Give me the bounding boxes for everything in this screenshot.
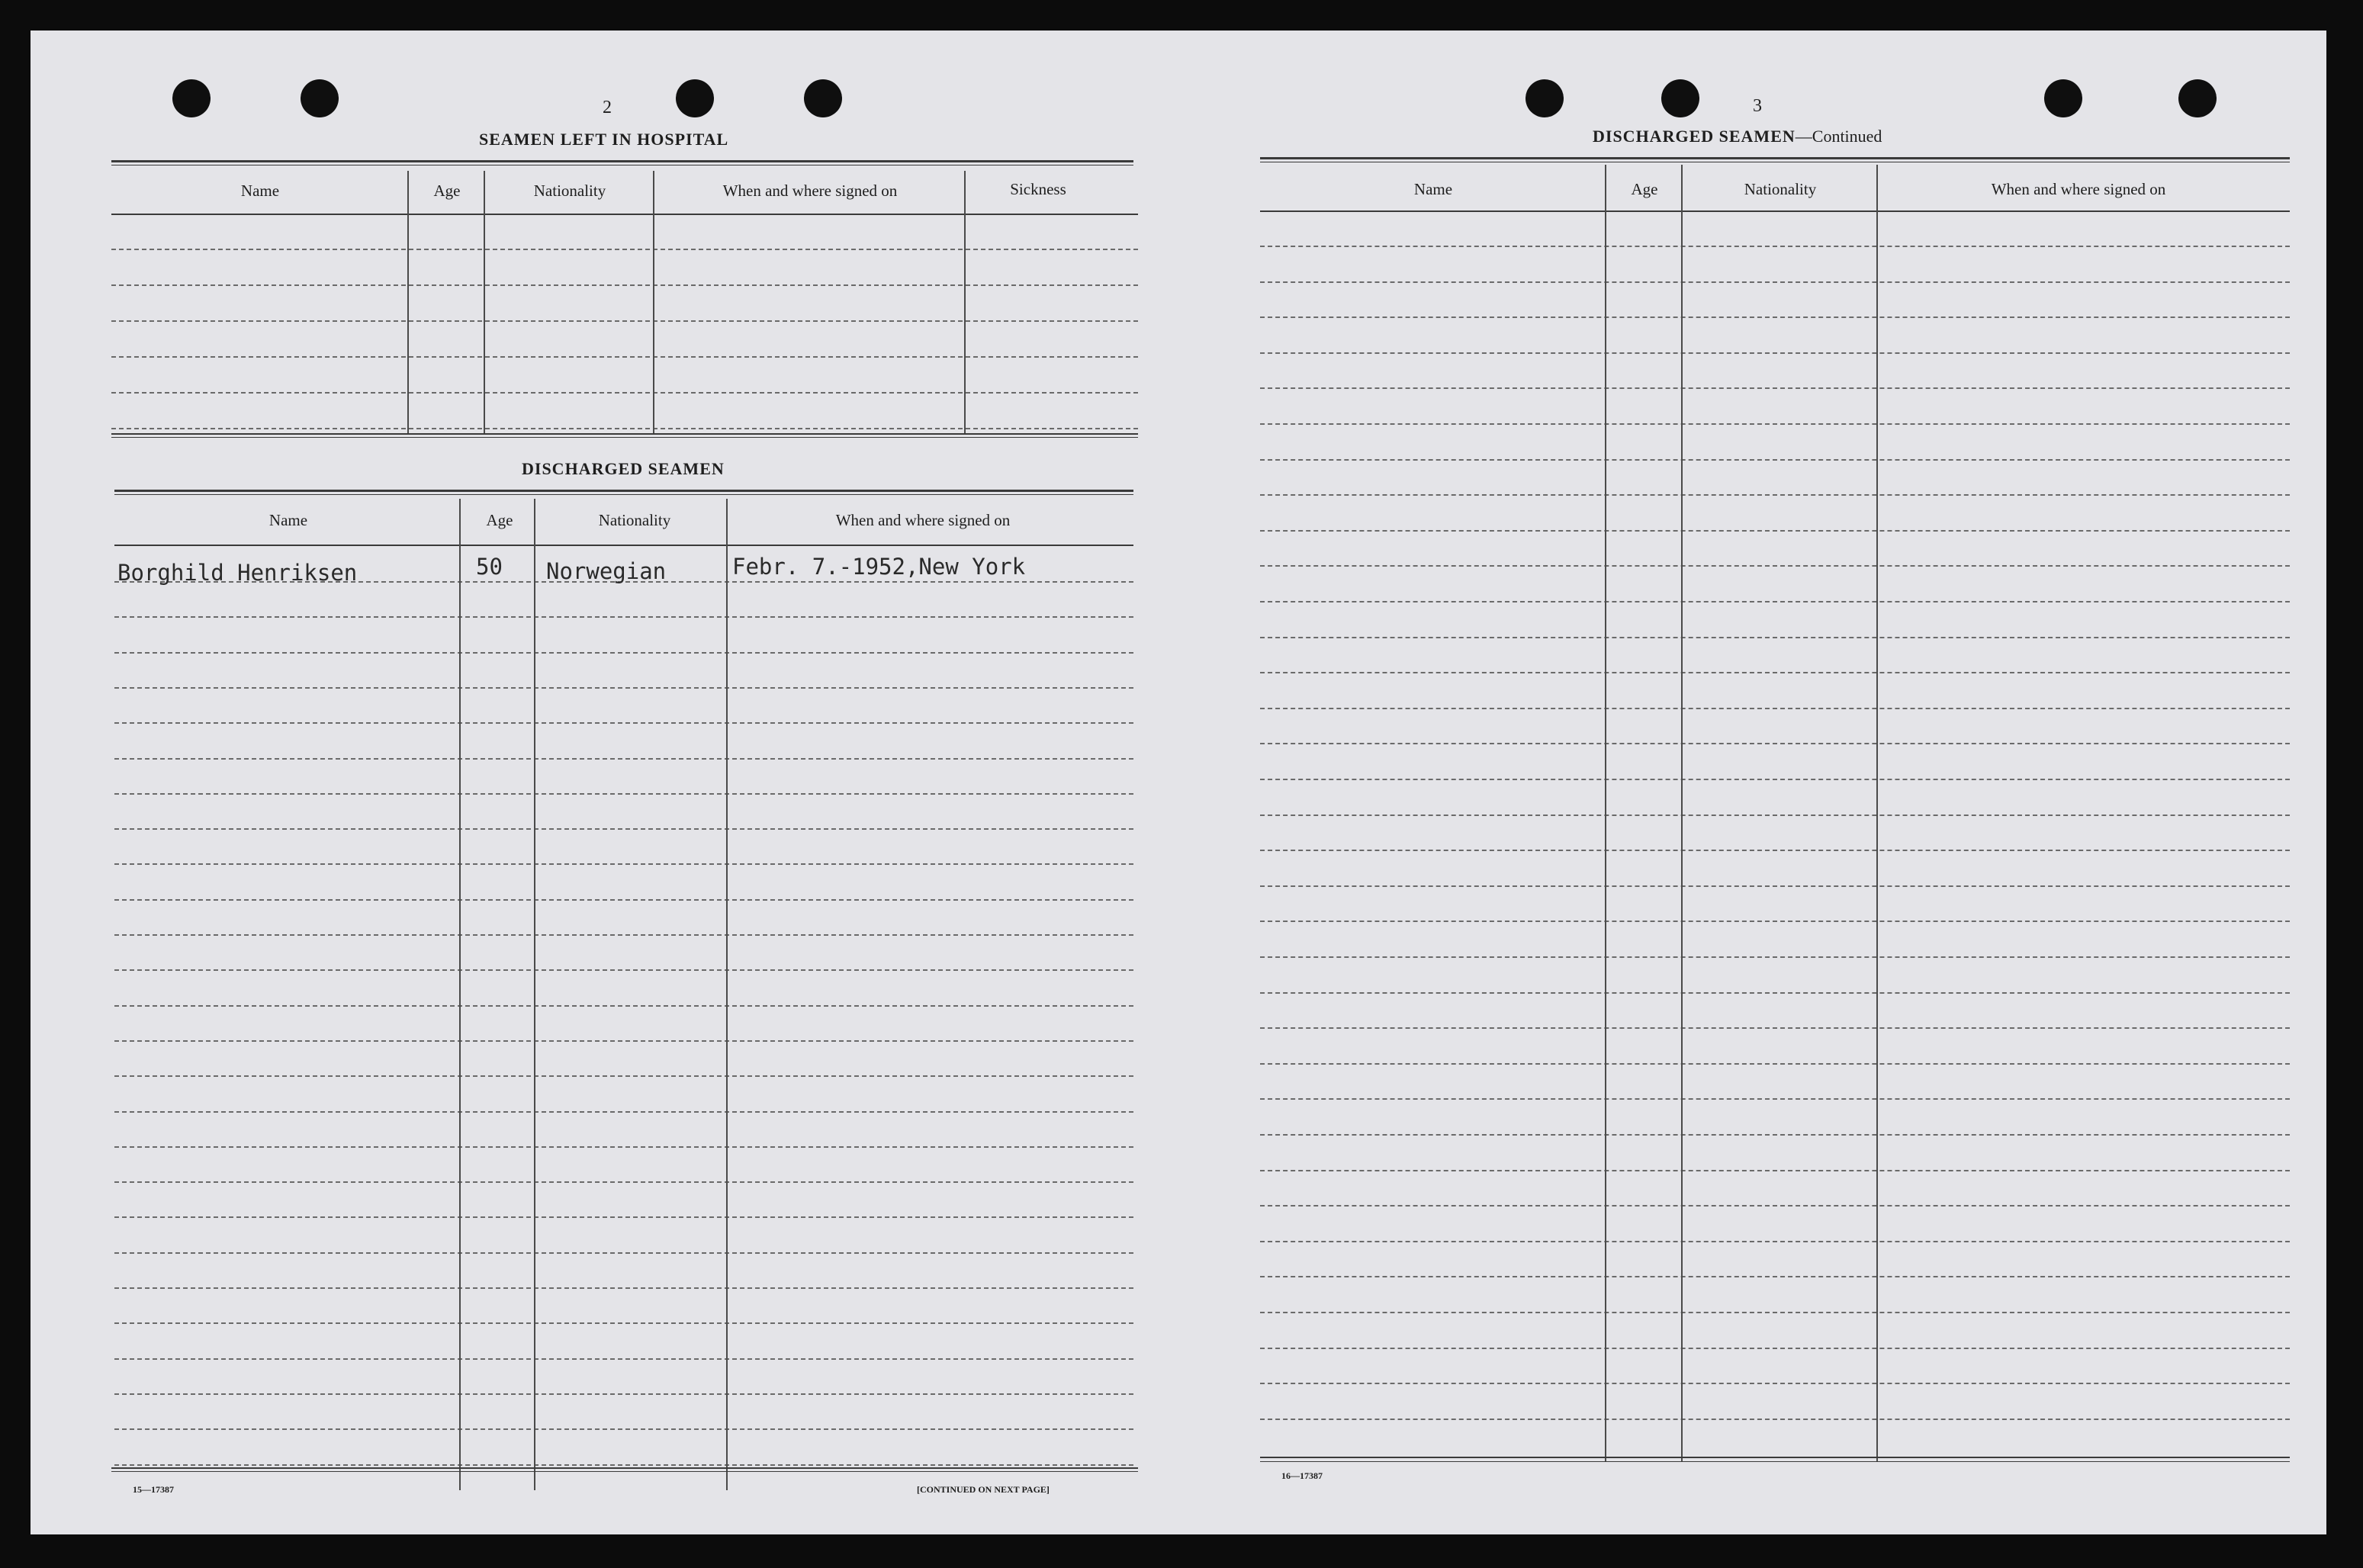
ruled-line <box>111 356 1138 358</box>
ruled-line <box>114 828 1133 830</box>
ruled-line <box>1260 1063 2290 1065</box>
ruled-line <box>114 616 1133 618</box>
ruled-line <box>1260 672 2290 673</box>
ruled-line <box>1260 921 2290 922</box>
ruled-line <box>1260 779 2290 780</box>
right-col-age: Age <box>1631 180 1658 198</box>
punch-hole <box>2044 79 2082 117</box>
hospital-bottom-rule <box>111 433 1138 435</box>
ruled-line <box>114 687 1133 689</box>
ruled-line <box>1260 1170 2290 1171</box>
ruled-line <box>111 428 1138 429</box>
ruled-line <box>114 1040 1133 1042</box>
ruled-line <box>114 1393 1133 1395</box>
hospital-section-title: SEAMEN LEFT IN HOSPITAL <box>479 130 729 149</box>
ruled-line <box>1260 246 2290 247</box>
ruled-line <box>1260 743 2290 744</box>
ruled-line <box>1260 708 2290 709</box>
ruled-line <box>1260 601 2290 602</box>
ruled-line <box>111 320 1138 322</box>
hospital-col-divider <box>964 171 966 435</box>
right-top-rule <box>1260 157 2290 159</box>
ruled-line <box>1260 316 2290 318</box>
ruled-line <box>1260 956 2290 958</box>
ruled-line <box>114 934 1133 936</box>
ruled-line <box>1260 352 2290 354</box>
ruled-line <box>114 1005 1133 1007</box>
ruled-line <box>114 793 1133 795</box>
discharged-col-divider <box>459 499 461 1490</box>
entry-age: 50 <box>476 554 503 580</box>
ruled-line <box>1260 1241 2290 1242</box>
discharged-header-rule <box>114 545 1133 546</box>
discharged-section-title: DISCHARGED SEAMEN <box>522 459 725 478</box>
hospital-col-divider <box>484 171 485 435</box>
hospital-col-divider <box>653 171 654 435</box>
ruled-line <box>1260 1098 2290 1100</box>
ruled-line <box>1260 992 2290 994</box>
right-bottom-rule <box>1260 1457 2290 1458</box>
right-col-divider <box>1876 165 1878 1461</box>
entry-nationality: Norwegian <box>546 558 667 584</box>
punch-hole <box>1526 79 1564 117</box>
hospital-col-divider <box>407 171 409 435</box>
hospital-col-sickness: Sickness <box>1010 180 1066 198</box>
right-bottom-rule-thin <box>1260 1461 2290 1462</box>
ruled-line <box>1260 281 2290 283</box>
ruled-line <box>1260 565 2290 567</box>
discharged-col-divider <box>726 499 728 1490</box>
right-col-divider <box>1605 165 1606 1461</box>
discharged-bottom-rule-thin <box>111 1471 1138 1472</box>
ruled-line <box>111 249 1138 250</box>
ruled-line <box>1260 1348 2290 1349</box>
ruled-line <box>1260 1027 2290 1029</box>
hospital-col-nationality: Nationality <box>533 182 606 200</box>
ruled-line <box>114 722 1133 724</box>
punch-hole <box>804 79 842 117</box>
ruled-line <box>114 758 1133 760</box>
hospital-bottom-rule-thin <box>111 437 1138 438</box>
ruled-line <box>1260 1134 2290 1136</box>
ruled-line <box>114 1322 1133 1324</box>
discharged-col-age: Age <box>486 511 513 529</box>
ruled-line <box>114 1216 1133 1218</box>
ruled-line <box>1260 387 2290 389</box>
ruled-line <box>1260 1312 2290 1313</box>
ruled-line <box>114 1075 1133 1077</box>
ruled-line <box>1260 1205 2290 1207</box>
ruled-line <box>114 1146 1133 1148</box>
ruled-line <box>111 284 1138 286</box>
ruled-line <box>114 1287 1133 1289</box>
ruled-line <box>1260 494 2290 496</box>
continued-section-title-suffix: —Continued <box>1795 127 1882 146</box>
hospital-header-rule <box>111 214 1138 215</box>
form-number-right: 16—17387 <box>1281 1470 1323 1481</box>
discharged-col-divider <box>534 499 535 1490</box>
discharged-top-rule <box>114 490 1133 492</box>
entry-name: Borghild Henriksen <box>117 560 358 586</box>
ruled-line <box>114 863 1133 865</box>
ruled-line <box>1260 1276 2290 1277</box>
ruled-line <box>114 899 1133 901</box>
continued-section-title-main: DISCHARGED SEAMEN <box>1593 127 1796 146</box>
right-col-divider <box>1681 165 1683 1461</box>
punch-hole <box>1661 79 1699 117</box>
ruled-line <box>114 1181 1133 1183</box>
ruled-line <box>114 1111 1133 1113</box>
discharged-col-nationality: Nationality <box>598 511 671 529</box>
ruled-line <box>1260 423 2290 425</box>
hospital-col-name: Name <box>240 182 280 200</box>
ruled-line <box>1260 815 2290 816</box>
hospital-col-signed-on: When and where signed on <box>722 182 898 200</box>
discharged-col-name: Name <box>268 511 308 529</box>
entry-signed-on: Febr. 7.-1952,New York <box>732 554 1026 580</box>
ruled-line <box>1260 885 2290 887</box>
ruled-line <box>114 652 1133 654</box>
ruled-line <box>1260 1383 2290 1384</box>
continued-note: [CONTINUED ON NEXT PAGE] <box>917 1484 1050 1495</box>
punch-hole <box>676 79 714 117</box>
discharged-bottom-rule <box>111 1467 1138 1469</box>
ruled-line <box>111 392 1138 394</box>
form-sheet <box>31 31 2326 1534</box>
ruled-line <box>1260 637 2290 638</box>
discharged-col-signed-on: When and where signed on <box>835 511 1011 529</box>
ruled-line <box>1260 850 2290 851</box>
ruled-line <box>114 1252 1133 1254</box>
ruled-line <box>114 1358 1133 1360</box>
ruled-line <box>1260 530 2290 532</box>
ruled-line <box>114 1464 1133 1466</box>
page-number-right: 3 <box>1753 96 1762 116</box>
continued-section-title <box>1593 127 1882 146</box>
ruled-line <box>1260 459 2290 461</box>
ruled-line <box>1260 1419 2290 1420</box>
hospital-col-age: Age <box>433 182 461 200</box>
hospital-top-rule <box>111 160 1133 162</box>
discharged-top-rule-thin <box>114 494 1133 495</box>
punch-hole <box>301 79 339 117</box>
ruled-line <box>114 1428 1133 1430</box>
punch-hole <box>172 79 211 117</box>
page-number-left: 2 <box>603 98 612 117</box>
right-col-signed-on: When and where signed on <box>1991 180 2166 198</box>
right-col-nationality: Nationality <box>1744 180 1817 198</box>
right-header-rule <box>1260 210 2290 212</box>
form-number-left: 15—17387 <box>133 1484 174 1495</box>
punch-hole <box>2178 79 2217 117</box>
ruled-line <box>114 969 1133 971</box>
right-col-name: Name <box>1413 180 1453 198</box>
